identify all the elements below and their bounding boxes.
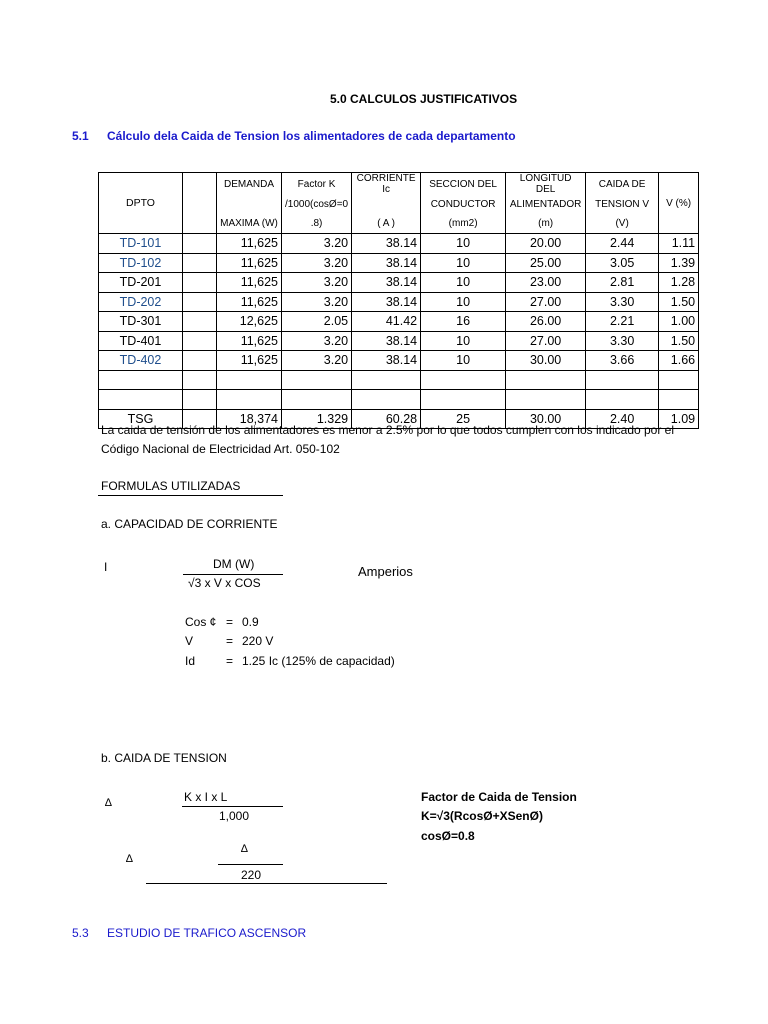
formula-a-denominator: √3 x V x COS — [188, 576, 261, 590]
factor-cell: 3.20 — [282, 292, 352, 312]
formula-b-fraction-bar — [182, 806, 283, 807]
blank-cell — [183, 292, 217, 312]
formula-b-numerator: K x I x L — [184, 790, 228, 804]
dpto-cell[interactable]: TD-102 — [99, 253, 183, 273]
factor-cell: 3.20 — [282, 253, 352, 273]
header-longitud-3: (m) — [506, 214, 586, 234]
header-dpto: DPTO — [99, 173, 183, 234]
corriente-cell: 38.14 — [352, 351, 421, 371]
corriente-cell: 38.14 — [352, 253, 421, 273]
header-demanda-2: MAXIMA (W) — [217, 214, 282, 234]
delta-symbol-2: ∆ — [126, 853, 133, 865]
header-demanda-blank — [217, 195, 282, 214]
note-line-1: La caida de tensión de los alimentadores es menor a 2.5% por lo que todos cumplen con los indicado por el — [101, 423, 675, 437]
table-row — [99, 253, 699, 273]
corriente-cell: 38.14 — [352, 273, 421, 293]
seccion-cell: 10 — [421, 351, 506, 371]
var-v-eq: = — [226, 634, 234, 648]
formula-a-unit: Amperios — [358, 564, 413, 579]
blank-cell — [183, 253, 217, 273]
header-factor-2: /1000(cosØ=0 — [282, 195, 352, 214]
factor-cell: 3.20 — [282, 331, 352, 351]
dpto-cell: TD-201 — [99, 273, 183, 293]
longitud-cell: 27.00 — [506, 331, 586, 351]
header-corriente-1: CORRIENTE Ic — [352, 173, 421, 196]
formulas-underline — [98, 495, 283, 496]
main-title: 5.0 CALCULOS JUSTIFICATIVOS — [330, 92, 518, 106]
corriente-cell: 38.14 — [352, 234, 421, 254]
caida-cell: 2.21 — [586, 312, 659, 332]
factor-formula: K=√3(RcosØ+XSenØ) — [421, 809, 543, 823]
seccion-cell: 10 — [421, 234, 506, 254]
longitud-cell: 26.00 — [506, 312, 586, 332]
formula-b2-numerator: ∆ — [241, 843, 248, 855]
factor-cell: 3.20 — [282, 273, 352, 293]
longitud-cell: 30.00 — [506, 409, 586, 429]
dpto-cell: TD-301 — [99, 312, 183, 332]
formula-b2-fraction-bar — [218, 864, 283, 865]
table-row — [99, 312, 699, 332]
seccion-cell: 10 — [421, 253, 506, 273]
dpto-cell[interactable]: TD-202 — [99, 292, 183, 312]
seccion-cell: 10 — [421, 273, 506, 293]
var-cos-eq: = — [226, 615, 234, 629]
header-factor-1: Factor K — [282, 173, 352, 196]
seccion-cell: 10 — [421, 331, 506, 351]
formula-a-numerator: DM (W) — [213, 557, 255, 571]
header-caida-3: (V) — [586, 214, 659, 234]
blank-cell — [183, 234, 217, 254]
blank-cell — [183, 273, 217, 293]
vpct-cell: 1.09 — [659, 409, 699, 429]
header-vpct: V (%) — [659, 173, 699, 234]
demanda-cell: 11,625 — [217, 292, 282, 312]
formula-a-fraction-bar — [183, 574, 283, 575]
voltage-drop-table — [98, 172, 699, 429]
demanda-cell: 12,625 — [217, 312, 282, 332]
header-seccion-1: SECCION DEL — [421, 173, 506, 196]
vpct-cell: 1.50 — [659, 331, 699, 351]
header-blank — [183, 173, 217, 234]
formula-b2-denominator: 220 — [241, 868, 262, 882]
dpto-cell: TSG — [99, 409, 183, 429]
vpct-cell: 1.66 — [659, 351, 699, 371]
caida-cell: 3.30 — [586, 292, 659, 312]
seccion-cell: 16 — [421, 312, 506, 332]
table-row-empty — [99, 390, 699, 410]
formulas-title: FORMULAS UTILIZADAS — [101, 479, 241, 493]
header-corriente-blank — [352, 195, 421, 214]
section-5-3-number: 5.3 — [72, 926, 89, 940]
formula-b2-underline — [146, 883, 387, 884]
dpto-cell[interactable]: TD-101 — [99, 234, 183, 254]
longitud-cell: 20.00 — [506, 234, 586, 254]
note-line-2: Código Nacional de Electricidad Art. 050-102 — [101, 442, 340, 456]
table-row-empty — [99, 370, 699, 390]
section-a-title: a. CAPACIDAD DE CORRIENTE — [101, 517, 278, 531]
factor-cell: 1.329 — [282, 409, 352, 429]
blank-cell — [183, 312, 217, 332]
caida-cell: 3.30 — [586, 331, 659, 351]
var-id-eq: = — [226, 654, 234, 668]
caida-cell: 2.40 — [586, 409, 659, 429]
formula-b-denominator: 1,000 — [219, 809, 250, 823]
seccion-cell: 25 — [421, 409, 506, 429]
table-row — [99, 331, 699, 351]
corriente-cell: 38.14 — [352, 331, 421, 351]
factor-title: Factor de Caida de Tension — [421, 790, 577, 804]
demanda-cell: 11,625 — [217, 234, 282, 254]
vpct-cell: 1.28 — [659, 273, 699, 293]
var-cos-name: Cos ¢ — [185, 615, 217, 629]
table-row — [99, 273, 699, 293]
dpto-cell: TD-401 — [99, 331, 183, 351]
section-5-3-title: ESTUDIO DE TRAFICO ASCENSOR — [107, 926, 307, 940]
caida-cell: 3.66 — [586, 351, 659, 371]
corriente-cell: 38.14 — [352, 292, 421, 312]
demanda-cell: 11,625 — [217, 253, 282, 273]
demanda-cell: 11,625 — [217, 351, 282, 371]
header-factor-3: .8) — [282, 214, 352, 234]
longitud-cell: 30.00 — [506, 351, 586, 371]
vpct-cell: 1.39 — [659, 253, 699, 273]
header-longitud-2: ALIMENTADOR — [506, 195, 586, 214]
table-row — [99, 351, 699, 371]
var-id-name: Id — [185, 654, 196, 668]
caida-cell: 2.44 — [586, 234, 659, 254]
factor-cell: 2.05 — [282, 312, 352, 332]
header-seccion-3: (mm2) — [421, 214, 506, 234]
vpct-cell: 1.11 — [659, 234, 699, 254]
demanda-cell: 18,374 — [217, 409, 282, 429]
delta-symbol-1: ∆ — [105, 797, 112, 809]
longitud-cell: 23.00 — [506, 273, 586, 293]
table-header-row-1 — [99, 173, 699, 196]
seccion-cell: 10 — [421, 292, 506, 312]
var-v-value: 220 V — [242, 634, 274, 648]
caida-cell: 3.05 — [586, 253, 659, 273]
table-row — [99, 292, 699, 312]
header-corriente-2: ( A ) — [352, 214, 421, 234]
header-longitud-1: LONGITUD DEL — [506, 173, 586, 196]
formula-a-lhs: I — [104, 560, 108, 574]
longitud-cell: 25.00 — [506, 253, 586, 273]
factor-cell: 3.20 — [282, 234, 352, 254]
dpto-cell[interactable]: TD-402 — [99, 351, 183, 371]
vpct-cell: 1.50 — [659, 292, 699, 312]
var-v-name: V — [185, 634, 194, 648]
header-demanda-1: DEMANDA — [217, 173, 282, 196]
blank-cell — [183, 351, 217, 371]
demanda-cell: 11,625 — [217, 273, 282, 293]
corriente-cell: 60.28 — [352, 409, 421, 429]
factor-cos: cosØ=0.8 — [421, 829, 475, 843]
factor-cell: 3.20 — [282, 351, 352, 371]
table-row — [99, 234, 699, 254]
caida-cell: 2.81 — [586, 273, 659, 293]
header-caida-1: CAIDA DE — [586, 173, 659, 196]
section-b-title: b. CAIDA DE TENSION — [101, 751, 227, 765]
header-seccion-2: CONDUCTOR — [421, 195, 506, 214]
blank-cell — [183, 331, 217, 351]
header-caida-2: TENSION V — [586, 195, 659, 214]
section-5-1-number: 5.1 — [72, 129, 89, 143]
var-id-value: 1.25 Ic (125% de capacidad) — [242, 654, 395, 668]
section-5-1-title: Cálculo dela Caida de Tension los alimentadores de cada departamento — [107, 129, 516, 143]
longitud-cell: 27.00 — [506, 292, 586, 312]
demanda-cell: 11,625 — [217, 331, 282, 351]
corriente-cell: 41.42 — [352, 312, 421, 332]
vpct-cell: 1.00 — [659, 312, 699, 332]
var-cos-value: 0.9 — [242, 615, 259, 629]
